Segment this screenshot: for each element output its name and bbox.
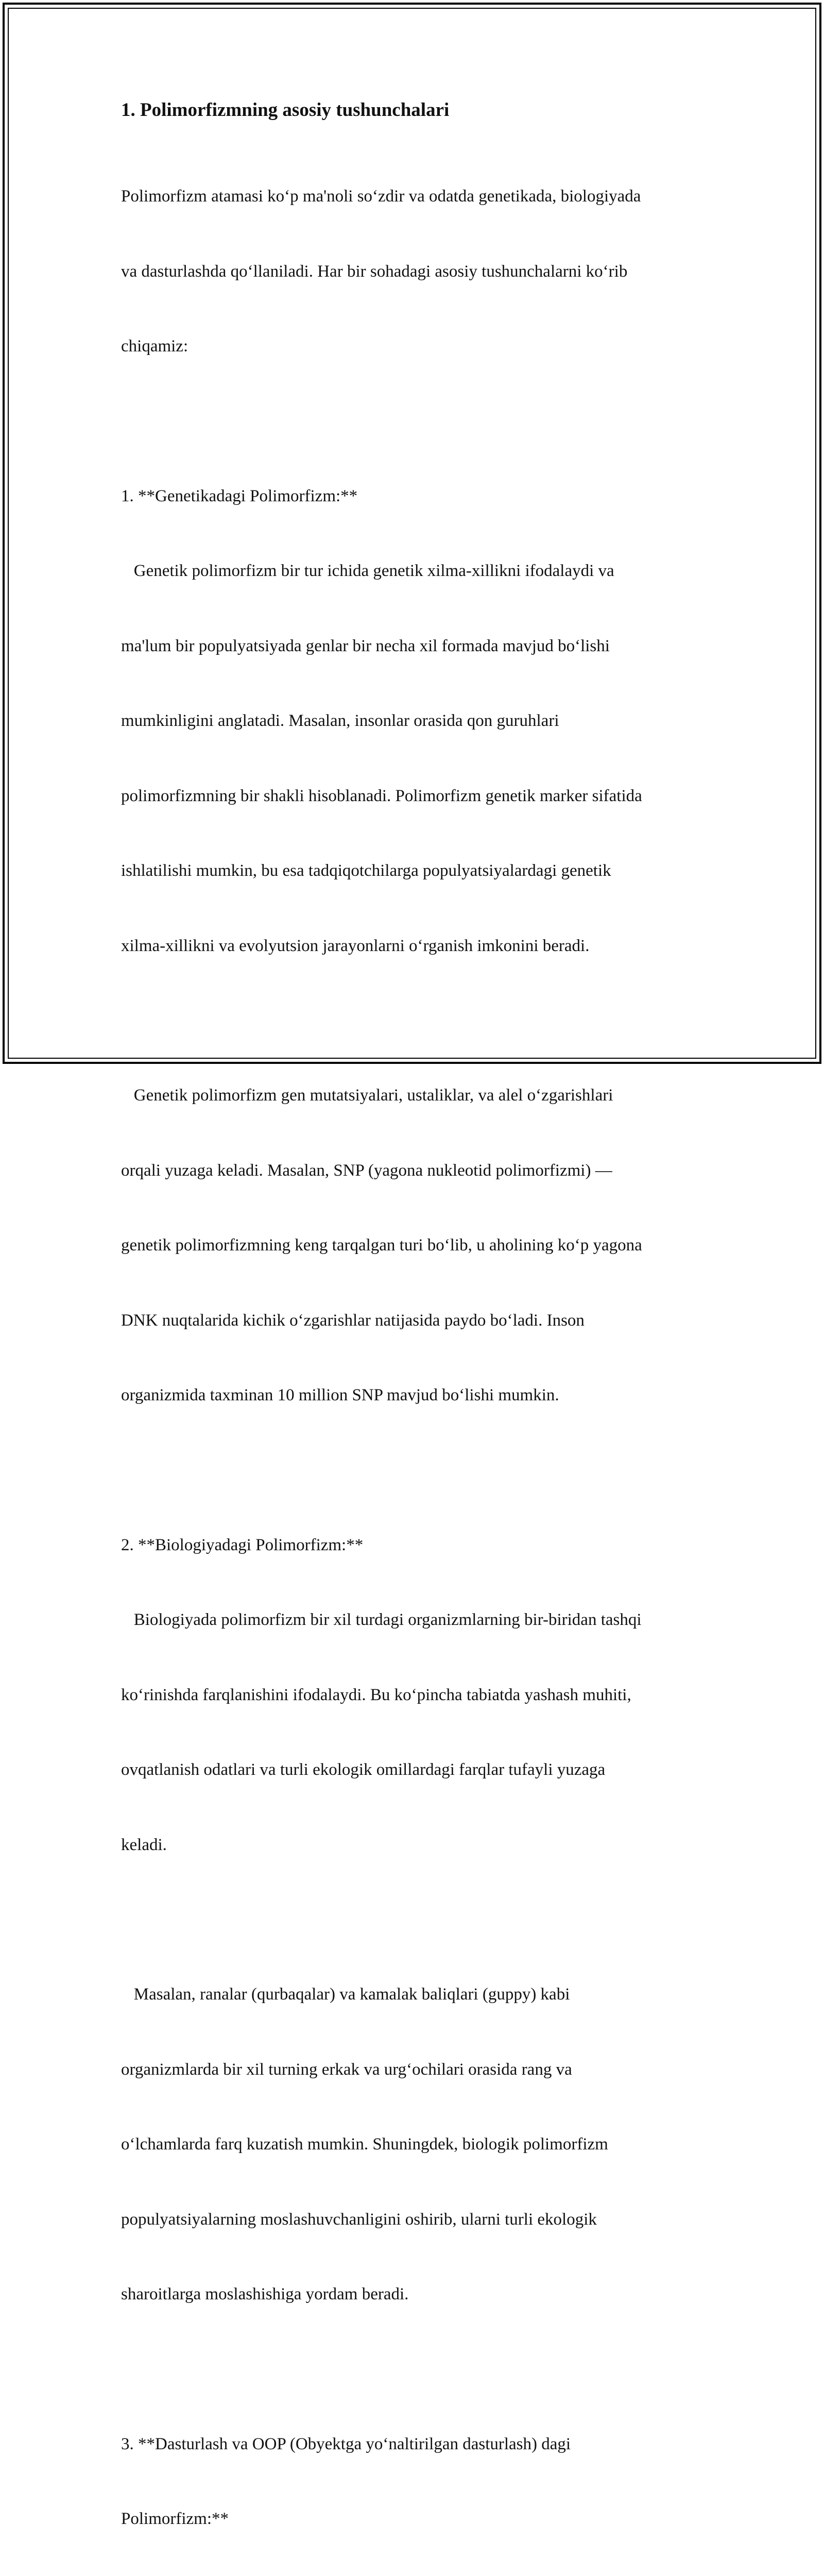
- text-line: ishlatilishi mumkin, bu esa tadqiqotchilarga populyatsiyalardagi genetik: [121, 858, 706, 884]
- text-line: ma'lum bir populyatsiyada genlar bir necha xil formada mavjud bo‘lishi: [121, 634, 706, 659]
- biology-section-paragraph: [121, 1483, 706, 1908]
- text-line: xilma-xillikni va evolyutsion jarayonlarni o‘rganish imkonini beradi.: [121, 934, 706, 959]
- text-line: orqali yuzaga keladi. Masalan, SNP (yagona nukleotid polimorfizmi) —: [121, 1158, 706, 1183]
- text-line: DNK nuqtalarida kichik o‘zgarishlar natijasida paydo bo‘ladi. Inson: [121, 1308, 706, 1333]
- text-line: Polimorfizm atamasi ko‘p ma'noli so‘zdir va odatda genetikada, biologiyada: [121, 184, 706, 209]
- genetics-section-paragraph: [121, 434, 706, 1009]
- text-line: chiqamiz:: [121, 334, 706, 359]
- section-heading-line: 2. **Biologiyadagi Polimorfizm:**: [121, 1533, 706, 1558]
- text-line: ko‘rinishda farqlanishini ifodalaydi. Bu ko‘pincha tabiatda yashash muhiti,: [121, 1683, 706, 1708]
- text-line: organizmlarda bir xil turning erkak va urg‘ochilari orasida rang va: [121, 2057, 706, 2082]
- text-line: va dasturlashda qo‘llaniladi. Har bir sohadagi asosiy tushunchalarni ko‘rib: [121, 259, 706, 284]
- text-line: o‘lchamlarda farq kuzatish mumkin. Shuningdek, biologik polimorfizm: [121, 2132, 706, 2157]
- text-line: Biologiyada polimorfizm bir xil turdagi organizmlarning bir-biridan tashqi: [121, 1607, 706, 1633]
- section-heading-line: 3. **Dasturlash va OOP (Obyektga yo‘naltirilgan dasturlash) dagi: [121, 2432, 706, 2457]
- text-line: populyatsiyalarning moslashuvchanligini oshirib, ularni turli ekologik: [121, 2207, 706, 2232]
- biology-example-paragraph: [121, 1932, 706, 2357]
- section-heading-line: 1. **Genetikadagi Polimorfizm:**: [121, 484, 706, 509]
- text-line: Masalan, ranalar (qurbaqalar) va kamalak baliqlari (guppy) kabi: [121, 1982, 706, 2007]
- text-line: keladi.: [121, 1833, 706, 1858]
- document-title: 1. Polimorfizmning asosiy tushunchalari: [121, 97, 706, 124]
- text-line: ovqatlanish odatlari va turli ekologik omillardagi farqlar tufayli yuzaga: [121, 1757, 706, 1783]
- section-heading-line: Polimorfizm:**: [121, 2506, 706, 2532]
- genetics-snp-paragraph: [121, 1033, 706, 1458]
- text-line: organizmida taxminan 10 million SNP mavjud bo‘lishi mumkin.: [121, 1383, 706, 1408]
- document-page: [121, 97, 706, 2576]
- text-line: Genetik polimorfizm bir tur ichida genetik xilma-xillikni ifodalaydi va: [121, 558, 706, 584]
- intro-paragraph: [121, 134, 706, 409]
- text-line: polimorfizmning bir shakli hisoblanadi. Polimorfizm genetik marker sifatida: [121, 784, 706, 809]
- text-line: Genetik polimorfizm gen mutatsiyalari, ustaliklar, va alel o‘zgarishlari: [121, 1083, 706, 1108]
- text-line: genetik polimorfizmning keng tarqalgan turi bo‘lib, u aholining ko‘p yagona: [121, 1233, 706, 1258]
- programming-section-paragraph: [121, 2382, 706, 2576]
- text-line: sharoitlarga moslashishiga yordam beradi.: [121, 2282, 706, 2307]
- text-line: mumkinligini anglatadi. Masalan, insonlar orasida qon guruhlari: [121, 708, 706, 734]
